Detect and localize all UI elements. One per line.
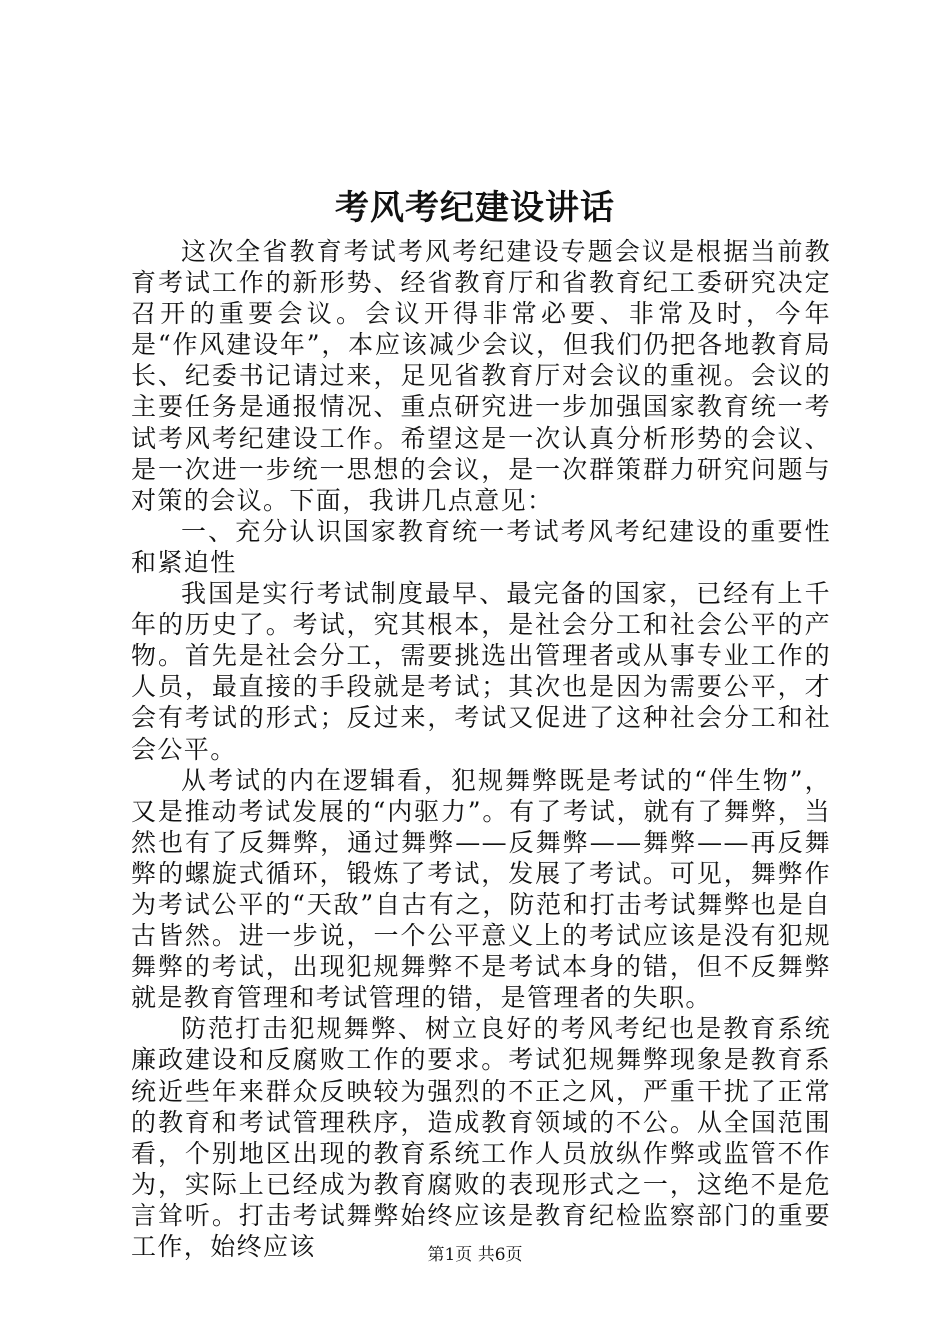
page-number-footer: 第1页 共6页 xyxy=(427,1245,523,1265)
paragraph-history: 我国是实行考试制度最早、最完备的国家，已经有上千年的历史了。考试，究其根本，是社会分工和社会公平的产物。首先是社会分工，需要挑选出管理者或从事专业工作的人员，最直接的手段就是考试；其次也是因为需要公平，才会有考试的形式；反过来，考试又促进了这种社会分工和社会公平。 xyxy=(131,579,831,764)
document-body xyxy=(131,236,831,1262)
document-title: 考风考纪建设讲话 xyxy=(335,188,615,228)
paragraph-anticorruption: 防范打击犯规舞弊、树立良好的考风考纪也是教育系统廉政建设和反腐败工作的要求。考试犯规舞弊现象是教育系统近些年来群众反映较为强烈的不正之风，严重干扰了正常的教育和考试管理秩序，造成教育领域的不公。从全国范围看，个别地区出现的教育系统工作人员放纵作弊或监管不作为，实际上已经成为教育腐败的表现形式之一，这绝不是危言耸听。打击考试舞弊始终应该是教育纪检监察部门的重要工作，始终应该 xyxy=(131,1014,831,1261)
section-heading-1: 一、充分认识国家教育统一考试考风考纪建设的重要性和紧迫性 xyxy=(131,516,831,577)
paragraph-logic: 从考试的内在逻辑看，犯规舞弊既是考试的“伴生物”，又是推动考试发展的“内驱力”。有了考试，就有了舞弊，当然也有了反舞弊，通过舞弊——反舞弊——舞弊——再反舞弊的螺旋式循环，锻炼了考试，发展了考试。可见，舞弊作为考试公平的“天敌”自古有之，防范和打击考试舞弊也是自古皆然。进一步说，一个公平意义上的考试应该是没有犯规舞弊的考试，出现犯规舞弊不是考试本身的错，但不反舞弊就是教育管理和考试管理的错，是管理者的失职。 xyxy=(131,765,831,1013)
paragraph-intro: 这次全省教育考试考风考纪建设专题会议是根据当前教育考试工作的新形势、经省教育厅和省教育纪工委研究决定召开的重要会议。会议开得非常必要、非常及时，今年是“作风建设年”，本应该减少会议，但我们仍把各地教育局长、纪委书记请过来，足见省教育厅对会议的重视。会议的主要任务是通报情况、重点研究进一步加强国家教育统一考试考风考纪建设工作。希望这是一次认真分析形势的会议、是一次进一步统一思想的会议，是一次群策群力研究问题与对策的会议。下面，我讲几点意见： xyxy=(131,237,831,515)
